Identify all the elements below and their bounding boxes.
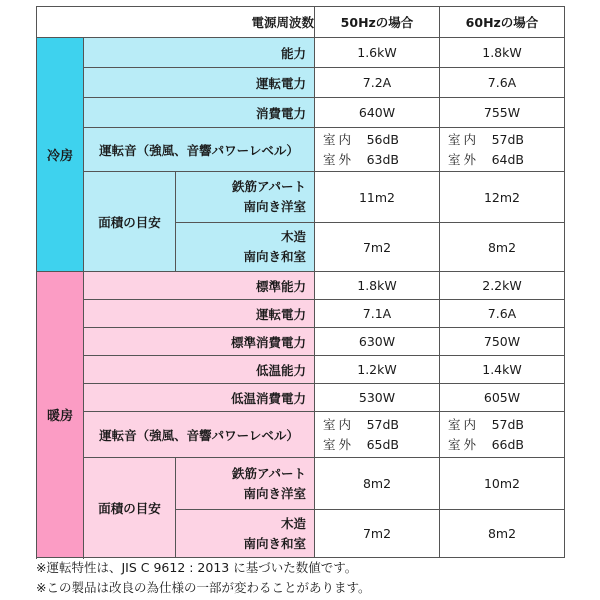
outdoor-value: 65dB (366, 436, 399, 452)
value-50hz: 1.6kW (315, 38, 440, 68)
indoor-value: 57dB (491, 131, 524, 147)
outdoor-value: 66dB (491, 436, 524, 452)
outdoor-label: 室外 (323, 436, 355, 452)
value-60hz: 755W (440, 98, 565, 128)
indoor-label: 室内 (448, 131, 480, 147)
noise-row (37, 412, 565, 458)
table-row (37, 38, 565, 68)
header-row (37, 7, 565, 38)
noise-label: 運転音（強風、音響パワーレベル） (84, 412, 315, 458)
room-type-line1: 鉄筋アパート (231, 465, 306, 481)
room-type-label (176, 458, 315, 510)
area-row (37, 458, 565, 510)
value-60hz: 1.4kW (440, 356, 565, 384)
row-label: 消費電力 (84, 98, 315, 128)
outdoor-label: 室外 (448, 151, 480, 167)
row-label: 標準能力 (84, 272, 315, 300)
room-type-line2: 南向き和室 (243, 249, 306, 264)
value-60hz: 750W (440, 328, 565, 356)
value-50hz: 530W (315, 384, 440, 412)
value-60hz: 7.6A (440, 68, 565, 98)
table-row (37, 300, 565, 328)
outdoor-value: 64dB (491, 151, 524, 167)
value-50hz: 11m2 (315, 172, 440, 223)
row-label: 標準消費電力 (84, 328, 315, 356)
room-type-line2: 南向き和室 (243, 535, 306, 551)
row-label: 運転電力 (84, 300, 315, 328)
noise-50hz (315, 412, 440, 458)
value-50hz: 640W (315, 98, 440, 128)
value-50hz: 7m2 (315, 223, 440, 272)
col-60hz-header: 60Hzの場合 (440, 7, 565, 38)
row-label: 能力 (84, 38, 315, 68)
row-label: 低温消費電力 (84, 384, 315, 412)
row-label: 低温能力 (84, 356, 315, 384)
table-row (37, 98, 565, 128)
room-type-line1: 鉄筋アパート (231, 179, 306, 194)
value-50hz: 7.2A (315, 68, 440, 98)
table-row (37, 356, 565, 384)
table-row (37, 68, 565, 98)
indoor-label: 室内 (323, 416, 355, 432)
footnotes (36, 558, 370, 598)
noise-60hz (440, 412, 565, 458)
room-type-label (176, 172, 315, 223)
value-60hz: 7.6A (440, 300, 565, 328)
table-row (37, 272, 565, 300)
value-60hz: 1.8kW (440, 38, 565, 68)
area-label: 面積の目安 (84, 458, 176, 558)
value-60hz: 2.2kW (440, 272, 565, 300)
room-type-label (176, 223, 315, 272)
outdoor-value: 63dB (366, 151, 399, 167)
noise-row (37, 128, 565, 172)
noise-50hz (315, 128, 440, 172)
room-type-line2: 南向き洋室 (243, 485, 306, 501)
table-row (37, 328, 565, 356)
indoor-value: 56dB (366, 131, 399, 147)
table-row (37, 384, 565, 412)
col-50hz-header: 50Hzの場合 (315, 7, 440, 38)
cooling-section-label: 冷房 (37, 38, 84, 272)
room-type-line1: 木造 (280, 515, 306, 531)
spec-table (36, 6, 565, 558)
noise-60hz (440, 128, 565, 172)
value-60hz: 12m2 (440, 172, 565, 223)
outdoor-label: 室外 (448, 436, 480, 452)
noise-label: 運転音（強風、音響パワーレベル） (84, 128, 315, 172)
value-60hz: 10m2 (440, 458, 565, 510)
area-row (37, 172, 565, 223)
outdoor-label: 室外 (323, 151, 355, 167)
indoor-label: 室内 (323, 131, 355, 147)
value-60hz: 8m2 (440, 223, 565, 272)
value-50hz: 1.8kW (315, 272, 440, 300)
value-60hz: 605W (440, 384, 565, 412)
footnote: ※この製品は改良の為仕様の一部が変わることがあります。 (36, 580, 371, 595)
room-type-line2: 南向き洋室 (243, 199, 306, 214)
value-50hz: 630W (315, 328, 440, 356)
value-60hz: 8m2 (440, 510, 565, 558)
indoor-value: 57dB (366, 416, 399, 432)
area-label: 面積の目安 (84, 172, 176, 272)
room-type-label (176, 510, 315, 558)
heating-section-label: 暖房 (37, 272, 84, 558)
value-50hz: 7.1A (315, 300, 440, 328)
frequency-header: 電源周波数 (37, 7, 315, 38)
value-50hz: 1.2kW (315, 356, 440, 384)
indoor-value: 57dB (491, 416, 524, 432)
footnote: ※運転特性は、JIS C 9612 : 2013 に基づいた数値です。 (36, 560, 358, 575)
room-type-line1: 木造 (280, 229, 306, 244)
value-50hz: 7m2 (315, 510, 440, 558)
value-50hz: 8m2 (315, 458, 440, 510)
indoor-label: 室内 (448, 416, 480, 432)
row-label: 運転電力 (84, 68, 315, 98)
